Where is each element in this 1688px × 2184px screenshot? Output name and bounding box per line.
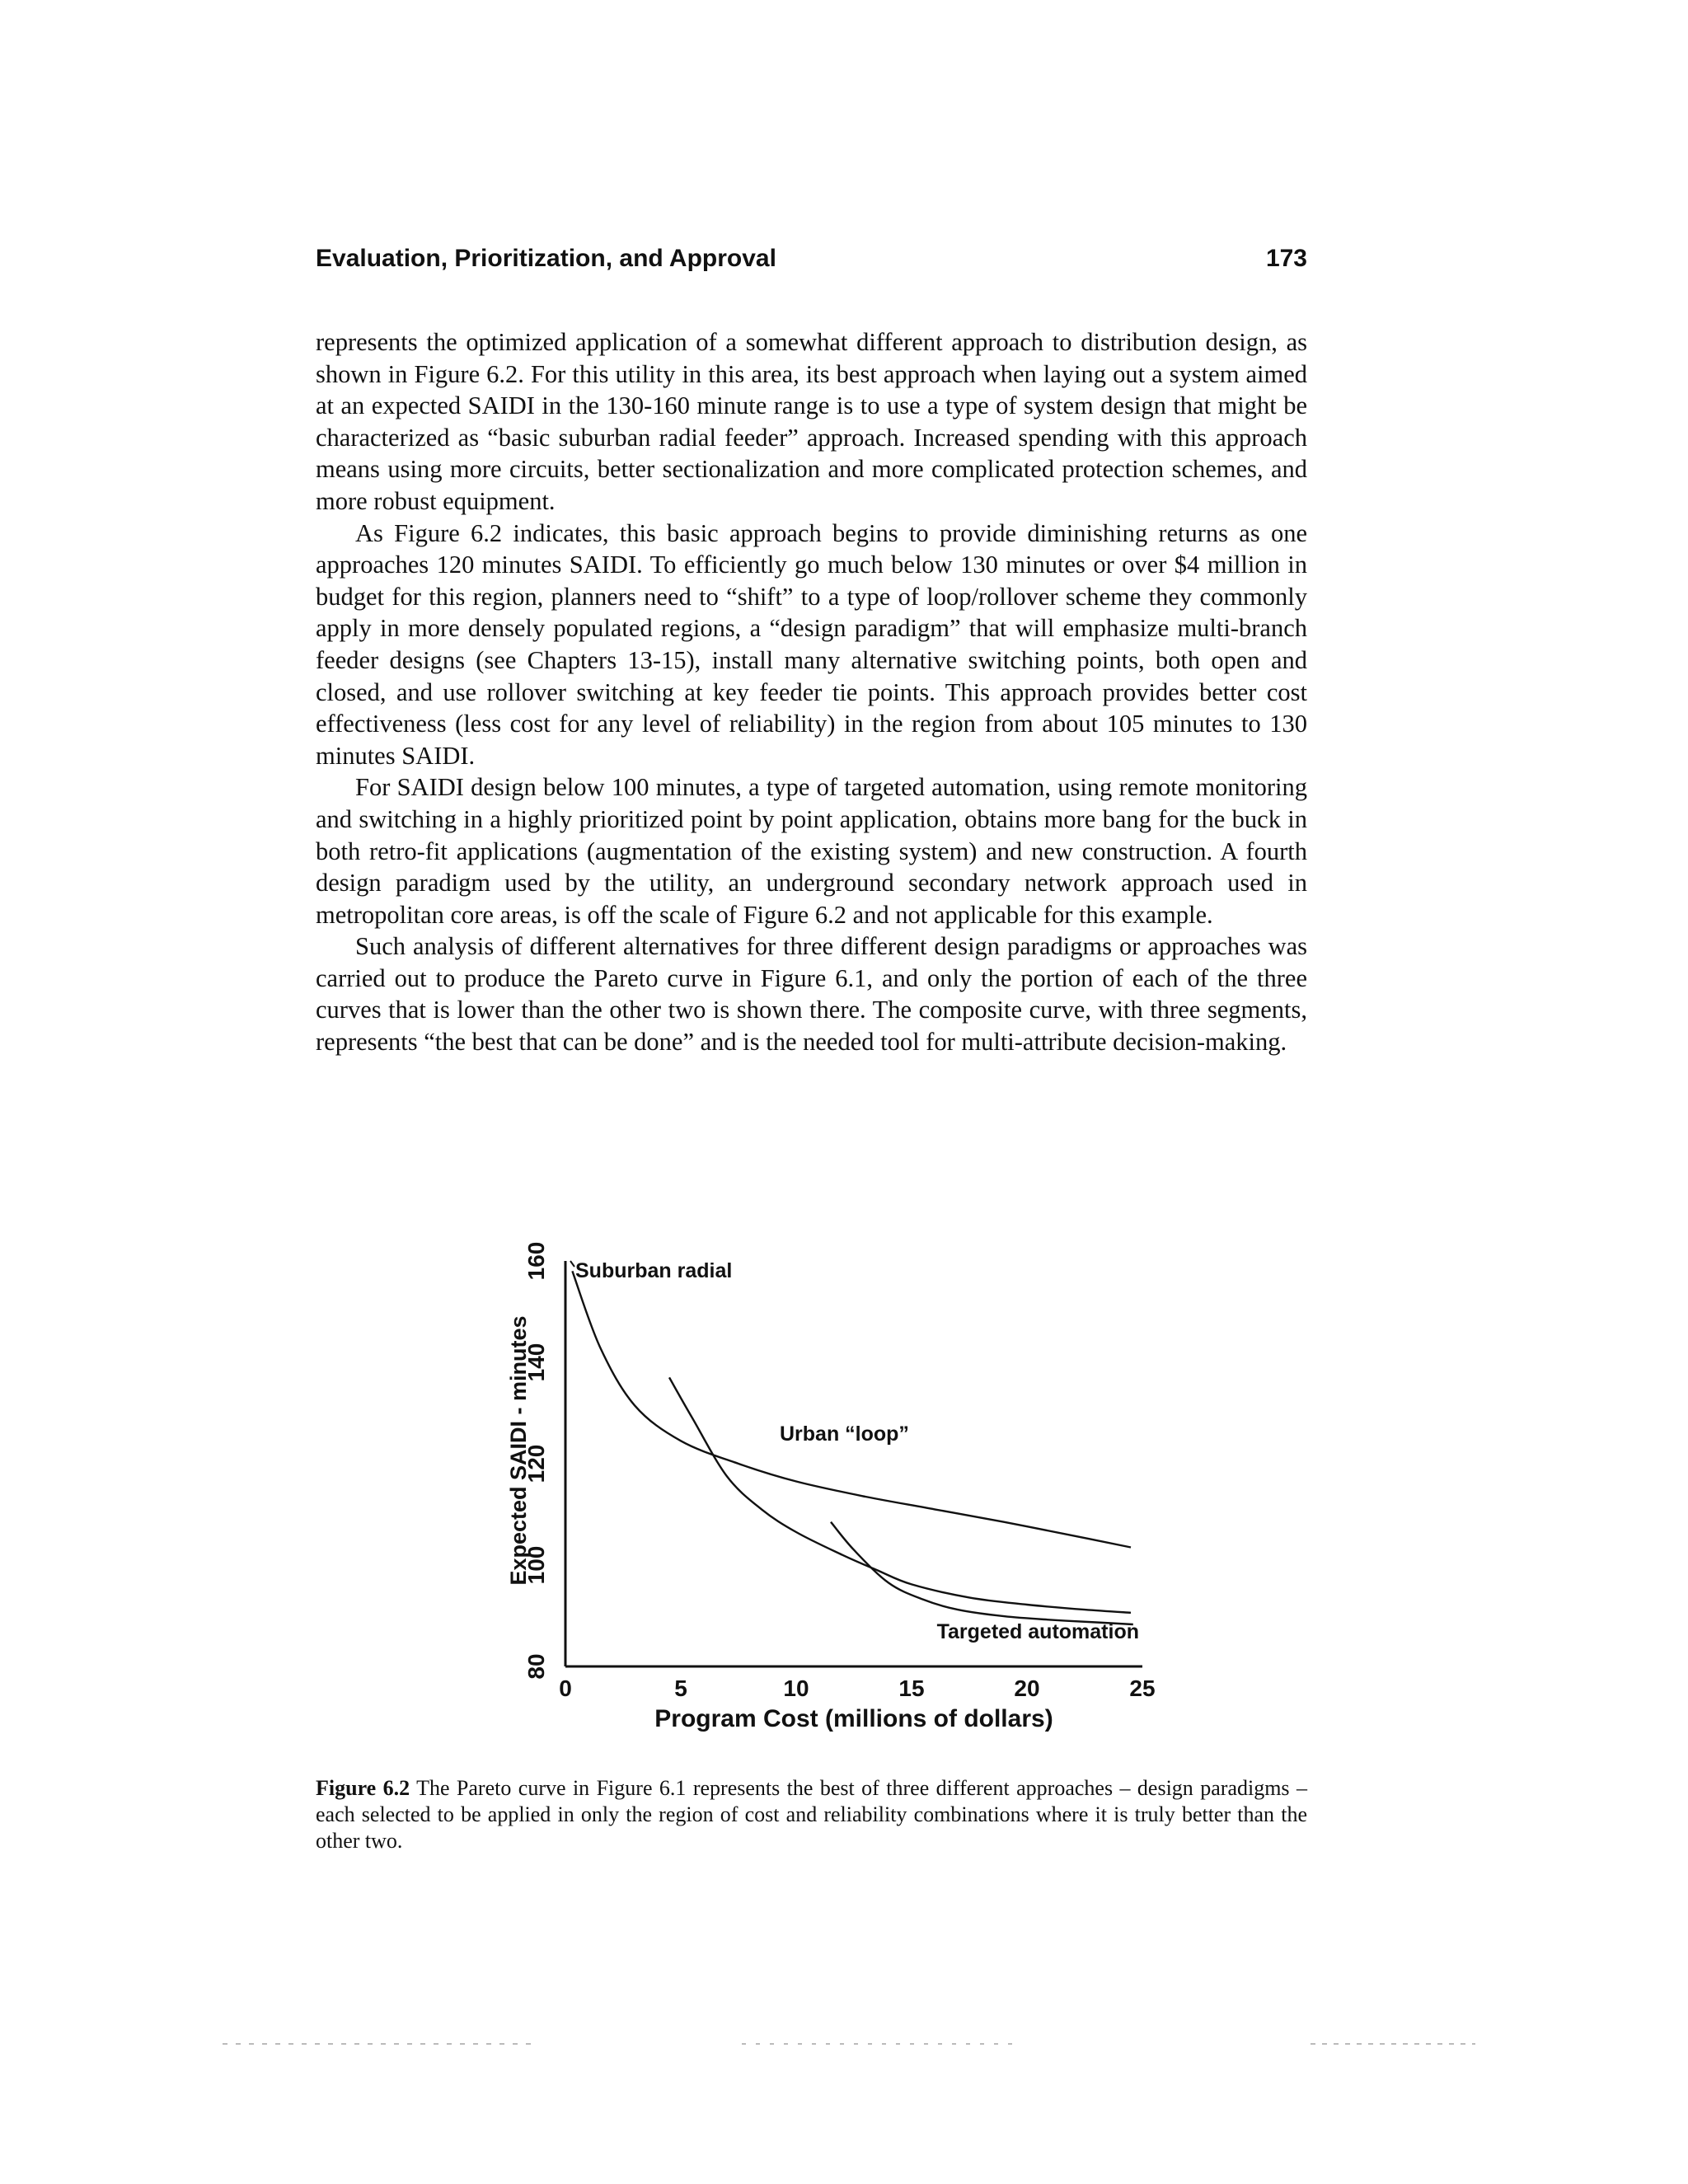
body-text	[316, 326, 1307, 1058]
y-axis-title: Expected SAIDI - minutes	[506, 1315, 531, 1586]
x-tick-label: 0	[559, 1675, 572, 1701]
y-tick-label: 100	[523, 1545, 549, 1585]
paragraph: Such analysis of different alternatives for three different design paradigms or approaches was carried out to produce the Pareto curve in Figure 6.1, and only the portion of each of the three curves that is lower than the other two is shown there. The composite curve, with three segments, represents “the best that can be done” and is the needed tool for multi-attribute decision-making.	[316, 932, 1307, 1057]
x-tick-labels	[559, 1675, 1155, 1701]
y-tick-label: 80	[523, 1653, 549, 1680]
page-header	[316, 245, 1307, 283]
x-tick-label: 20	[1014, 1675, 1040, 1701]
annotation-targeted-automation: Targeted automation	[936, 1620, 1139, 1643]
paragraph: As Figure 6.2 indicates, this basic approach begins to provide diminishing returns as one approaches 120 minutes SAIDI. To efficiently go much below 130 minutes or over $4 million in budget for this region, planners need to “shift” to a type of loop/rollover scheme they commonly apply in more densely populated regions, a “design paradigm” that will emphasize multi-branch feeder designs (see Chapters 13-15), install many alternative switching points, both open and closed, and use rollover switching at key feeder tie points. This approach provides better cost effectiveness (less cost for any level of reliability) in the region from about 105 minutes to 130 minutes SAIDI.	[316, 518, 1307, 770]
y-tick-labels	[523, 1242, 549, 1680]
x-tick-label: 10	[783, 1675, 809, 1701]
page-number: 173	[1265, 245, 1307, 272]
y-tick-label: 160	[523, 1241, 549, 1281]
annotation-suburban-radial: Suburban radial	[575, 1259, 733, 1282]
paragraph: For SAIDI design below 100 minutes, a type of targeted automation, using remote monitoring and switching in a highly prioritized point by point application, obtains more bang for the buck in both retro-fit applications (augmentation of the existing system) and new construction. A fourth design paradigm used by the utility, an underground secondary network approach used in metropolitan core areas, is off the scale of Figure 6.2 and not applicable for this example.	[316, 773, 1307, 929]
series-lines	[572, 1271, 1132, 1624]
x-tick-label: 15	[898, 1675, 925, 1701]
caption-text: The Pareto curve in Figure 6.1 represents the best of three different approaches – design paradigms – each selected to be applied in only the region of cost and reliability combinations where it is truly better than the other two.	[316, 1776, 1307, 1853]
figure-6-2	[462, 1212, 1203, 1747]
caption-label: Figure 6.2	[316, 1776, 410, 1800]
pareto-chart	[462, 1212, 1203, 1747]
y-tick-label: 140	[523, 1343, 549, 1382]
y-tick-label: 120	[523, 1444, 549, 1483]
figure-caption	[316, 1775, 1307, 1854]
paragraph: represents the optimized application of a somewhat different approach to distribution design, as shown in Figure 6.2. For this utility in this area, its best approach when laying out a system aimed at an expected SAIDI in the 130-160 minute range is to use a type of system design that might be characterized as “basic suburban radial feeder” approach. Increased spending with this approach means using more circuits, better sectionalization and more complicated protection schemes, and more robust equipment.	[316, 328, 1307, 515]
annotation-urban-loop: Urban “loop”	[780, 1422, 909, 1446]
series-line-1	[669, 1377, 1131, 1612]
x-tick-label: 5	[674, 1675, 687, 1701]
running-title: Evaluation, Prioritization, and Approval	[316, 245, 776, 272]
x-axis-title: Program Cost (millions of dollars)	[654, 1705, 1053, 1732]
suburban-radial-leader	[570, 1261, 574, 1267]
series-line-0	[572, 1271, 1131, 1547]
scan-artifacts	[0, 2036, 1688, 2052]
x-tick-label: 25	[1129, 1675, 1156, 1701]
